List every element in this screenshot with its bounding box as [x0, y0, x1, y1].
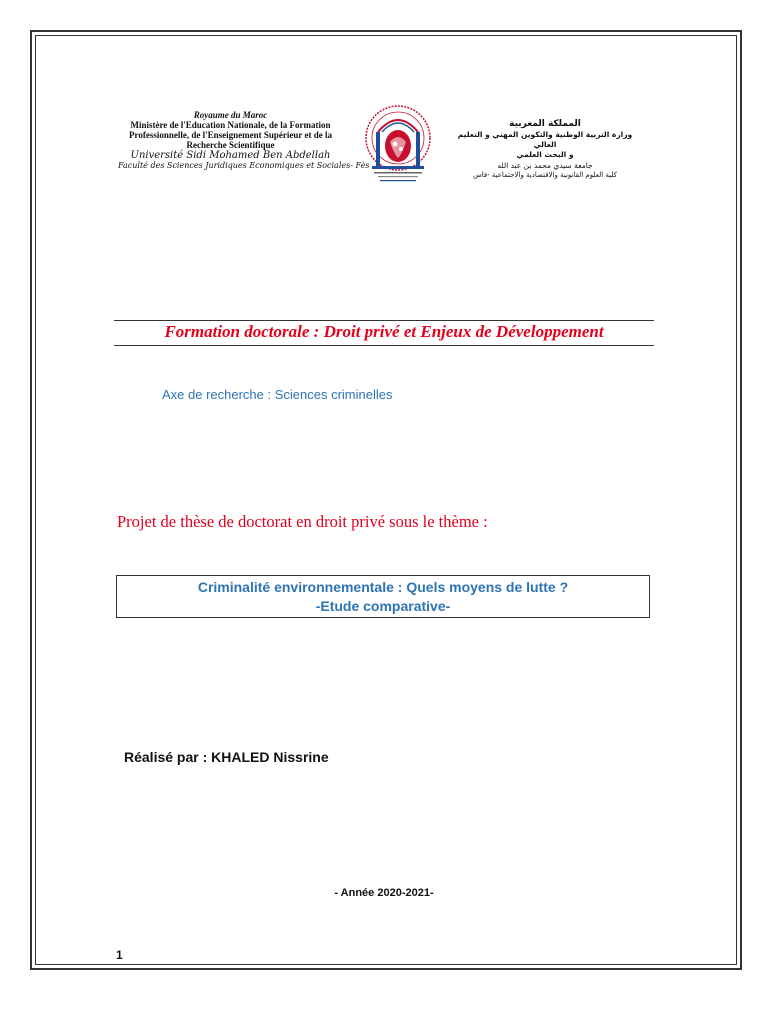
header-arabic — [455, 118, 635, 180]
ministry-line-3: Recherche Scientifique — [186, 140, 275, 151]
research-axis: Axe de recherche : Sciences criminelles — [162, 387, 393, 402]
ministry-line-ar-2: و البحث العلمي — [516, 150, 574, 160]
faculty-name-ar: كلية العلوم القانونية والاقتصادية والاجتماعية -فاس — [473, 170, 617, 179]
rule-bottom — [114, 345, 654, 346]
university-name-fr: Université Sidi Mohamed Ben Abdellah — [130, 150, 331, 162]
university-name-ar: جامعة سيدي محمد بن عبد الله — [497, 160, 593, 170]
thesis-intro: Projet de thèse de doctorat en droit privé sous le thème : — [117, 512, 488, 531]
ministry-line-1: Ministère de l'Education Nationale, de la Formation — [130, 120, 331, 131]
university-emblem-icon — [356, 102, 440, 198]
kingdom-label-fr: Royaume du Maroc — [193, 110, 268, 120]
formation-title: Formation doctorale : Droit privé et Enjeux de Développement — [164, 322, 604, 341]
thesis-theme-box — [116, 575, 650, 618]
header-french — [118, 110, 370, 170]
page-number: 1 — [116, 948, 123, 962]
faculty-name-fr: Faculté des Sciences Juridiques Economiques et Sociales- Fès — [118, 160, 370, 170]
ministry-line-ar-1: وزارة التربية الوطنية والتكوين المهني و التعليم العالي — [457, 130, 633, 150]
thesis-theme-line-2: -Etude comparative- — [315, 598, 451, 614]
academic-year: - Année 2020-2021- — [334, 887, 434, 899]
thesis-theme-line-1: Criminalité environnementale : Quels moyens de lutte ? — [197, 579, 569, 595]
kingdom-label-ar: المملكة المغربية — [509, 119, 581, 129]
author-line: Réalisé par : KHALED Nissrine — [124, 749, 329, 765]
ministry-line-2: Professionnelle, de l'Enseignement Supérieur et de la — [129, 130, 332, 141]
